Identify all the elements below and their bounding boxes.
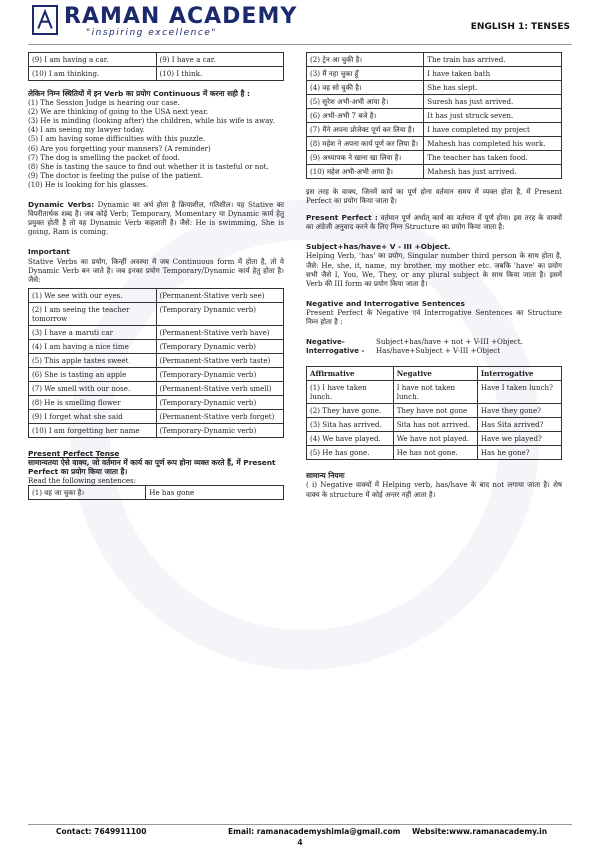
page-header [0,0,600,44]
table-row [29,325,284,339]
affirmative-negative-interrogative-table [306,366,562,460]
dynamic-verbs-paragraph [28,200,284,236]
table-row [307,53,562,67]
header-divider [28,44,572,45]
table-cell: (9) अध्यापक ने खाना खा लिया है। [307,151,424,165]
table-row [307,404,562,418]
table-cell: Sita has not arrived. [393,418,477,432]
table-row [307,165,562,179]
table-cell: (5) He has gone. [307,446,394,460]
table-cell: (2) They have gone. [307,404,394,418]
table-cell: (5) सुरेश अभी-अभी आया है। [307,95,424,109]
table-cell: (1) I have taken lunch. [307,381,394,404]
general-rules-heading: सामान्य नियमः [306,471,345,481]
table-row [29,409,284,423]
table-cell: Have we played? [477,432,561,446]
negative-interrogative-text: Present Perfect के Negative एवं Interrogative Sentences का Structure निम्न होता है : [306,307,562,327]
table-row [29,381,284,395]
table-cell: Suresh has just arrived. [424,95,562,109]
table-cell: She has slept. [424,81,562,95]
table-cell: I have not taken lunch. [393,381,477,404]
table-row [307,123,562,137]
dynamic-verbs-text: Dynamic का अर्थ होता है क्रियाशील, गतिशील। यह Stative का विपरीतार्थक शब्द है। जब कोई Verb; Temporary, Momentary या Dynamic कार्य हेतु प्रयुक्त होती है तो वह Dynamic Verb कहलाती है। जैसे: He is swimming, She is going, Ram is coming. [28,200,284,237]
table-cell: (Temporary Dynamic verb) [156,339,284,353]
important-text: Stative Verbs का प्रयोग, किन्हीं अवस्था में जब Continuous form में होता है, तो ये Dynamic Verb बन जाते है। जब इनका प्रयोग Temporary/Dynamic कार्य हेतु होता है। जैसे: [28,256,284,284]
table-cell: Has Sita arrived? [477,418,561,432]
table-cell: (5) This apple tastes sweet [29,353,157,367]
table-cell: Have they gone? [477,404,561,418]
table-row [307,67,562,81]
table-row [307,81,562,95]
stative-dynamic-table [28,288,284,438]
table-cell: Mahesh has completed his work. [424,137,562,151]
table-row [307,109,562,123]
table-cell: Have I taken lunch? [477,381,561,404]
table-cell: (Temporary-Dynamic verb) [156,423,284,437]
table-cell: (Temporary Dynamic verb) [156,302,284,325]
table-row [29,53,284,67]
list-item: (10) He is looking for his glasses. [28,179,149,189]
left-column [28,52,284,500]
present-perfect-tense-heading: Present Perfect Tense [28,448,120,458]
present-perfect-summary: इस तरह के वाक्य, जिनमें कार्य का पूर्ण होना वर्तमान समय में व्यक्त होता है, में Present Perfect का प्रयोग किया जाता है। [306,187,562,206]
table-cell: (3) Sita has arrived. [307,418,394,432]
stative-examples-table [28,52,284,81]
table-cell: They have not gone [393,404,477,418]
table-row [29,395,284,409]
table-row [29,423,284,437]
dynamic-verbs-heading: Dynamic Verbs: [28,200,95,210]
table-row [307,137,562,151]
table-cell: (Permanent-Stative verb see) [156,288,284,302]
table-cell: He has not gone. [393,446,477,460]
structure-heading: Subject+has/have+ V - III +Object. [306,242,451,252]
academy-logo-icon [32,5,58,35]
table-header-row [307,367,562,381]
important-heading: Important [28,247,70,257]
table-cell: (1) We see with our eyes. [29,288,157,302]
negative-formula [306,337,562,346]
table-cell: The teacher has taken food. [424,151,562,165]
table-row [307,432,562,446]
list-item: (8) She is tasting the sauce to find out whether it is tasteful or not. [28,161,269,171]
interrogative-label: Interrogative - [306,346,365,356]
table-cell: I have taken bath [424,67,562,81]
structure-text: Helping Verb, 'has' का प्रयोग, Singular number third person के साथ होता है, जैसे: He, she, it, name, my brother, my mother etc. जबकि 'have' का प्रयोग सभी जैसे I, You, We, They, or any plural subject के साथ किया जाता है। इसमें Verb की III form का प्रयोग किया जाता है। [306,251,562,288]
table-cell: (7) मैंने अपना प्रोजेक्ट पूर्ण कर लिया है। [307,123,424,137]
table-row [29,367,284,381]
table-cell: (8) He is smelling flower [29,395,157,409]
column-header: Negative [393,367,477,381]
table-cell: (Temporary-Dynamic verb) [156,367,284,381]
footer-contact: Contact: 7649911100 [56,827,147,836]
table-cell: (4) We have played. [307,432,394,446]
list-item: (6) Are you forgetting your manners? (A reminder) [28,143,211,153]
table-cell: (10) महेश अभी-अभी आया है। [307,165,424,179]
read-sentences-text: Read the following sentences: [28,476,137,486]
footer-website: Website:www.ramanacademy.in [412,827,548,836]
column-header: Interrogative [477,367,561,381]
table-row [29,353,284,367]
interrogative-formula-text: Has/have+Subject + V-III +Object [376,346,501,356]
table-cell: (Permanent-Stative verb forget) [156,409,284,423]
table-cell: (4) वह सो चुकी है। [307,81,424,95]
list-item: (1) The Session Judge is hearing our case. [28,98,180,108]
table-cell: (7) We smell with our nose. [29,381,157,395]
table-cell: It has just struck seven. [424,109,562,123]
table-cell: (Permanent-Stative verb smell) [156,381,284,395]
present-perfect-definition [306,213,562,231]
table-row [307,151,562,165]
table-row [29,486,284,500]
table-cell: (10) I am thinking. [29,67,157,81]
column-header: Affirmative [307,367,394,381]
table-cell: (1) वह जा चुका है। [29,486,146,500]
table-row [307,446,562,460]
table-cell: (9) I forget what she said [29,409,157,423]
table-cell: The train has arrived. [424,53,562,67]
table-cell: (8) महेश ने अपना कार्य पूर्ण कर लिया है। [307,137,424,151]
table-cell: (9) I am having a car. [29,53,157,67]
table-cell: (Permanent-Stative verb have) [156,325,284,339]
footer-divider [28,824,572,825]
table-cell: (Permanent-Stative verb taste) [156,353,284,367]
table-cell: (6) She is tasting an apple [29,367,157,381]
table-cell: (10) I think. [156,67,284,81]
continuous-list [28,98,284,189]
continuous-heading: लेकिन निम्न स्थितियों में इन Verb का प्रयोग Continuous में करना सही है : [28,89,250,98]
table-cell: (10) I am forgetting her name [29,423,157,437]
list-item: (9) The doctor is feeling the pulse of the patient. [28,170,203,180]
table-cell: (2) I am seeing the teacher tomorrow [29,302,157,325]
page-number: 4 [297,838,303,847]
table-cell: (2) ट्रेन आ चुकी है। [307,53,424,67]
general-rules-text: ( i) Negative वाक्यों में Helping verb, has/have के बाद not लगाया जाता है। शेष वाक्य के structure में कोई अन्तर नहीं आता है। [306,480,562,499]
table-row [29,67,284,81]
document-title: ENGLISH 1: TENSES [470,22,570,32]
table-cell: I have completed my project [424,123,562,137]
table-row [29,288,284,302]
list-item: (7) The dog is smelling the packet of food. [28,152,180,162]
brand-tagline: "inspiring excellence" [86,28,217,38]
table-cell: (3) मैं नहा चुका हूँ [307,67,424,81]
list-item: (4) I am seeing my lawyer today. [28,125,145,135]
present-perfect-intro: सामान्यतया ऐसे वाक्य, जो वर्तमान में कार्य का पूर्ण रूप होना व्यक्त करते हैं, में Present Perfect का प्रयोग किया जाता है। [28,457,276,476]
table-cell: (3) I have a maruti car [29,325,157,339]
present-perfect-table [306,52,562,179]
table-row [29,339,284,353]
table-cell: (9) I have a car. [156,53,284,67]
table-cell: He has gone [146,486,284,500]
table-row [307,95,562,109]
table-cell: We have not played. [393,432,477,446]
list-item: (3) He is minding (looking after) the children, while his wife is away. [28,116,275,126]
present-perfect-text: वर्तमान पूर्ण अर्थात् कार्य का वर्तमान में पूर्ण होना। इस तरह के वाक्यों का अंग्रेजी अनुवाद करने के लिए निम्न Structure का प्रयोग किया जाता है: [306,213,562,232]
negative-interrogative-heading: Negative and Interrogative Sentences [306,298,465,308]
table-cell: (6) अभी-अभी 7 बजे है। [307,109,424,123]
present-perfect-heading: Present Perfect : [306,213,378,223]
list-item: (5) I am having some difficulties with this puzzle. [28,134,206,144]
interrogative-formula [306,346,562,355]
table-row [307,418,562,432]
brand-name: RAMAN ACADEMY [64,4,298,29]
table-cell: Mahesh has just arrived. [424,165,562,179]
list-item: (2) We are thinking of going to the USA next year. [28,107,208,117]
footer-email: Email: ramanacademyshimla@gmail.com [228,827,401,836]
table-cell: Has he gone? [477,446,561,460]
right-column [306,52,562,499]
table-row [307,381,562,404]
negative-label: Negative- [306,337,345,347]
present-perfect-table-start [28,485,284,500]
table-cell: (Temporary-Dynamic verb) [156,395,284,409]
table-row [29,302,284,325]
negative-formula-text: Subject+has/have + not + V-III +Object. [376,337,523,347]
table-cell: (4) I am having a nice time [29,339,157,353]
